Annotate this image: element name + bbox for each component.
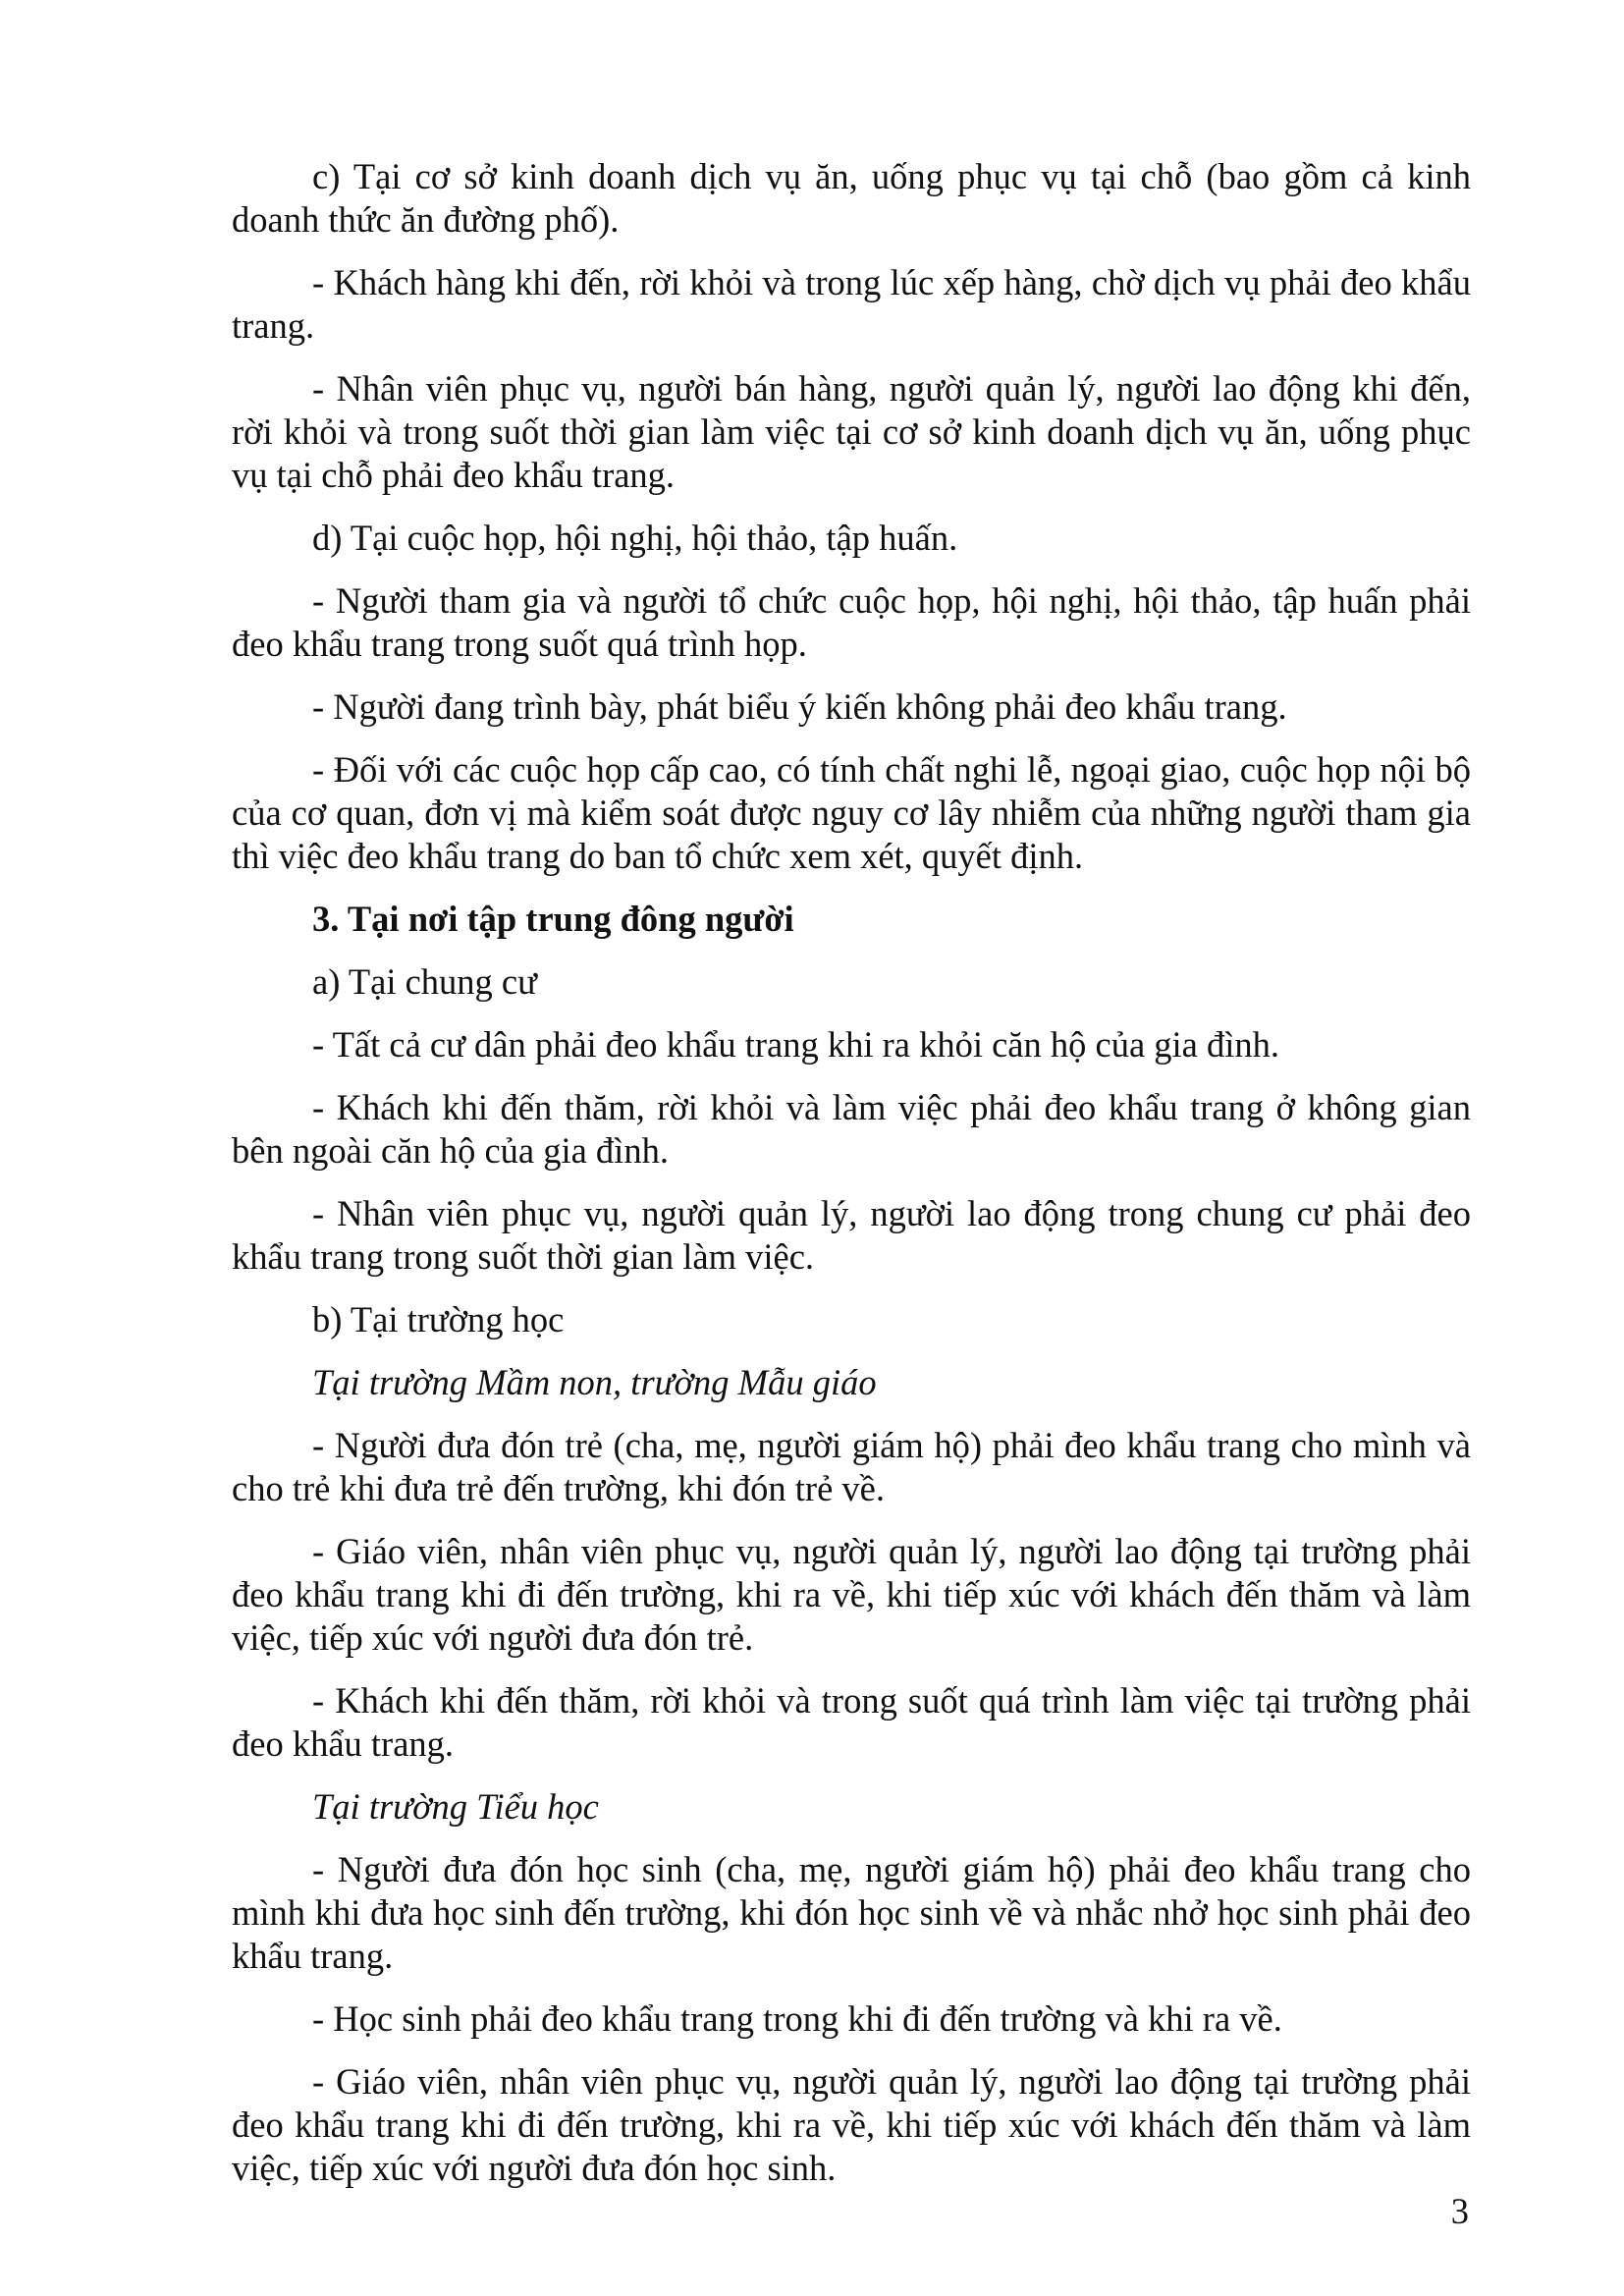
paragraph-residents: - Tất cả cư dân phải đeo khẩu trang khi ra khỏi căn hộ của gia đình.	[312, 1024, 1280, 1065]
paragraph-kindergarten-parents: - Người đưa đón trẻ (cha, mẹ, người giám hộ) phải đeo khẩu trang cho mình và cho trẻ khi đưa trẻ đến trường, khi đón trẻ về.	[232, 1425, 1471, 1508]
paragraph-presenters: - Người đang trình bày, phát biểu ý kiến không phải đeo khẩu trang.	[312, 686, 1287, 727]
paragraph-kindergarten-visitors: - Khách khi đến thăm, rời khỏi và trong suốt quá trình làm việc tại trường phải đeo khẩu trang.	[232, 1680, 1471, 1764]
paragraph-primary-parents: - Người đưa đón học sinh (cha, mẹ, người giám hộ) phải đeo khẩu trang cho mình khi đưa học sinh đến trường, khi đón học sinh về và nhắc nhở học sinh phải đeo khẩu trang.	[232, 1849, 1471, 1976]
subheading-kindergarten: Tại trường Mầm non, trường Mẫu giáo	[312, 1362, 877, 1402]
paragraph-apartments-heading: a) Tại chung cư	[312, 961, 537, 1002]
subheading-primary-school: Tại trường Tiểu học	[312, 1786, 599, 1827]
paragraph-food-service-heading: c) Tại cơ sở kinh doanh dịch vụ ăn, uống phục vụ tại chỗ (bao gồm cả kinh doanh thức ăn đường phố).	[232, 156, 1471, 240]
paragraph-primary-staff: - Giáo viên, nhân viên phục vụ, người quản lý, người lao động tại trường phải đeo khẩu trang khi đi đến trường, khi ra về, khi tiếp xúc với khách đến thăm và làm việc, tiếp xúc với người đưa đón học sinh.	[232, 2061, 1471, 2188]
paragraph-schools-heading: b) Tại trường học	[312, 1299, 565, 1339]
document-body	[232, 155, 1471, 2210]
paragraph-customers: - Khách hàng khi đến, rời khỏi và trong lúc xếp hàng, chờ dịch vụ phải đeo khẩu trang.	[232, 262, 1471, 346]
paragraph-high-level-meetings: - Đối với các cuộc họp cấp cao, có tính chất nghi lễ, ngoại giao, cuộc họp nội bộ của cơ quan, đơn vị mà kiểm soát được nguy cơ lây nhiễm của những người tham gia thì việc đeo khẩu trang do ban tổ chức xem xét, quyết định.	[232, 749, 1471, 876]
paragraph-meetings-heading: d) Tại cuộc họp, hội nghị, hội thảo, tập huấn.	[312, 518, 958, 558]
paragraph-food-service-staff: - Nhân viên phục vụ, người bán hàng, người quản lý, người lao động khi đến, rời khỏi và trong suốt thời gian làm việc tại cơ sở kinh doanh dịch vụ ăn, uống phục vụ tại chỗ phải đeo khẩu trang.	[232, 368, 1471, 495]
paragraph-apartment-staff: - Nhân viên phục vụ, người quản lý, người lao động trong chung cư phải đeo khẩu trang trong suốt thời gian làm việc.	[232, 1193, 1471, 1277]
page-number: 3	[1450, 2191, 1469, 2231]
paragraph-meeting-participants: - Người tham gia và người tổ chức cuộc họp, hội nghị, hội thảo, tập huấn phải đeo khẩu trang trong suốt quá trình họp.	[232, 580, 1471, 664]
paragraph-apartment-visitors: - Khách khi đến thăm, rời khỏi và làm việc phải đeo khẩu trang ở không gian bên ngoài căn hộ của gia đình.	[232, 1087, 1471, 1171]
section-heading-crowded-places: 3. Tại nơi tập trung đông người	[312, 899, 794, 939]
paragraph-kindergarten-staff: - Giáo viên, nhân viên phục vụ, người quản lý, người lao động tại trường phải đeo khẩu trang khi đi đến trường, khi ra về, khi tiếp xúc với khách đến thăm và làm việc, tiếp xúc với người đưa đón trẻ.	[232, 1531, 1471, 1658]
paragraph-primary-students: - Học sinh phải đeo khẩu trang trong khi đi đến trường và khi ra về.	[312, 1998, 1282, 2039]
